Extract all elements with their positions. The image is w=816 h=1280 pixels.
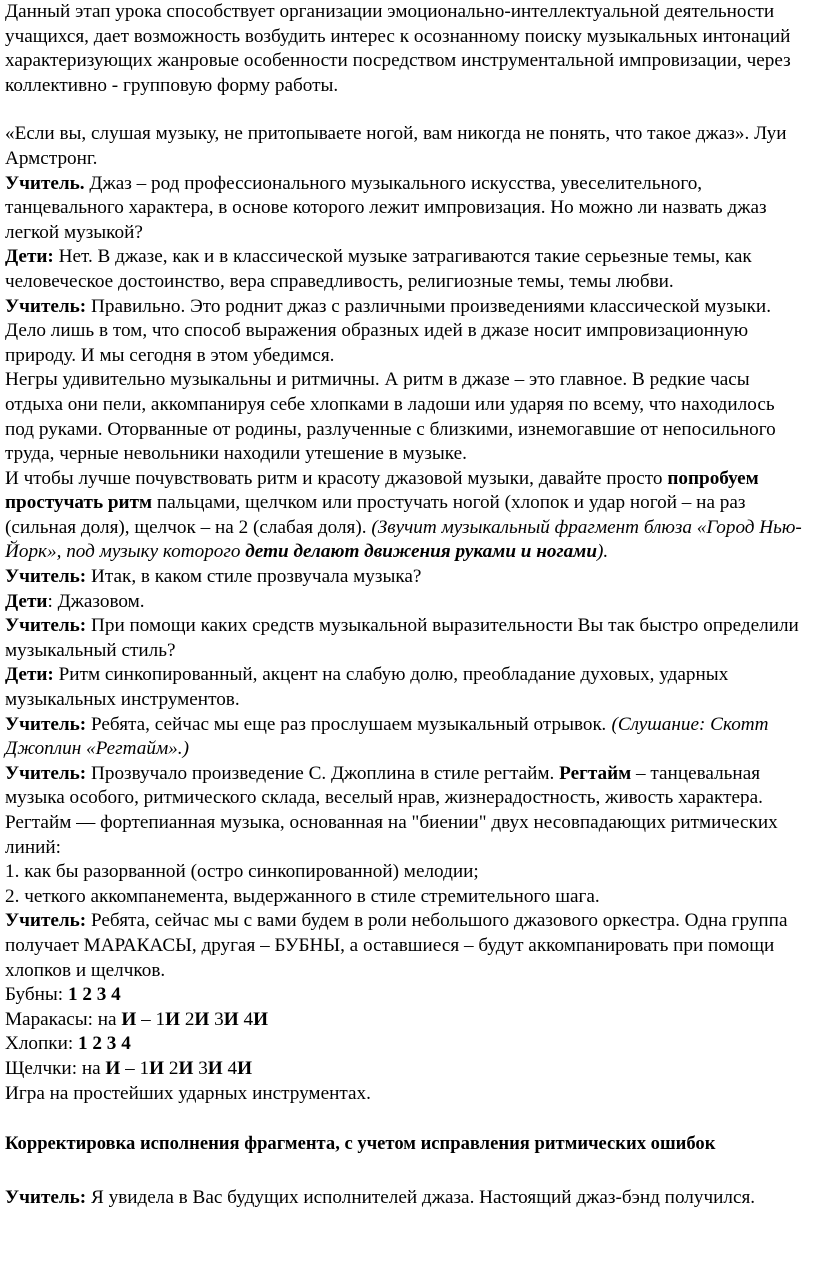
dialogue-text: И чтобы лучше почувствовать ритм и красоту джазовой музыки, давайте просто — [5, 467, 668, 489]
stage-direction-bold: дети делают движения руками и ногами — [245, 541, 597, 563]
dialogue-text: Ребята, сейчас мы с вами будем в роли небольшого джазового оркестра. Одна группа получает МАРАКАСЫ, другая – БУБНЫ, а оставшиеся – будут аккомпанировать при помощи хлопков и щелчков. — [5, 910, 788, 981]
speaker-label: Учитель: — [5, 762, 87, 784]
rhythm-exercise-paragraph — [5, 467, 806, 565]
dialogue-text: Ритм синкопированный, акцент на слабую долю, преобладание духовых, ударных музыкальных инструментов. — [5, 664, 729, 711]
dialogue-text: пальцами, щелчком или простучать ногой (хлопок и удар ногой – на раз (сильная доля), щелчок – на 2 (слабая доля). — [5, 492, 746, 538]
beat-number: 4 — [222, 1057, 238, 1079]
dialogue-text: При помощи каких средств музыкальной выразительности Вы так быстро определили музыкальный стиль? — [5, 615, 799, 661]
beat-and: И — [178, 1057, 194, 1079]
dialogue-text: Ребята, сейчас мы еще раз прослушаем музыкальный отрывок — [86, 713, 602, 735]
speaker-label: Дети — [5, 590, 48, 612]
play-instruments-line: Игра на простейших ударных инструментах. — [5, 1082, 371, 1104]
speaker-label: Учитель: — [5, 566, 87, 588]
spacer — [5, 1106, 806, 1132]
dialogue-text: Итак, в каком стиле прозвучала музыка? — [86, 566, 422, 588]
dialogue-text: Прозвучало произведение С. Джоплина в стиле регтайм. — [86, 762, 560, 784]
speaker-label: Дети: — [5, 664, 54, 686]
intro-paragraph: Данный этап урока способствует организации эмоционально-интеллектуальной деятельности учащихся, дает возможность возбудить интерес к осознанному поиску музыкальных интонаций характеризующих жанровые особенности посредством инструментальной импровизации, через коллективно - групповую форму работы. — [5, 1, 791, 96]
dialogue-teacher-7 — [5, 909, 806, 983]
beat-number: 4 — [238, 1008, 254, 1030]
armstrong-quote: «Если вы, слушая музыку, не притопываете ногой, вам никогда не понять, что такое джаз». Луи Армстронг. — [5, 123, 787, 169]
dialogue-teacher-2 — [5, 295, 806, 369]
beat-and: И — [253, 1008, 268, 1030]
dialogue-children-3 — [5, 663, 806, 712]
dialogue-teacher-5 — [5, 713, 806, 762]
beat-and: И — [165, 1008, 181, 1030]
stage-direction: . (Слушание: Скотт Джоплин «Регтайм».) — [5, 713, 769, 760]
speaker-label: Учитель: — [5, 295, 87, 317]
closing-paragraph — [5, 1183, 806, 1213]
ragtime-point-2: 2. четкого аккомпанемента, выдержанного в стиле стремительного шага. — [5, 885, 600, 907]
bold-phrase: попробуем простучать ритм — [5, 467, 759, 514]
instrument-label: Хлопки: — [5, 1033, 79, 1055]
beat-number: 2 — [164, 1057, 179, 1079]
dialogue-children-1 — [5, 245, 806, 294]
dialogue-text: Я увидела в Вас будущих исполнителей джаза. Настоящий джаз-бэнд получился. — [86, 1186, 756, 1208]
instrument-label: Маракасы: на — [5, 1008, 122, 1030]
stage-direction: ). — [597, 541, 609, 563]
beat-number: – 1 — [120, 1057, 150, 1079]
beat-and: И — [149, 1057, 165, 1079]
dialogue-teacher-4 — [5, 614, 806, 663]
rhythm-line-claps — [5, 1032, 806, 1057]
ragtime-point-1: 1. как бы разорванной (остро синкопированной) мелодии; — [5, 861, 479, 883]
dialogue-text: : Джазовом. — [47, 590, 145, 612]
dialogue-children-2 — [5, 590, 806, 615]
rhythm-line-maracas — [5, 1008, 806, 1033]
beat-pattern: 1 2 3 4 — [78, 1033, 131, 1055]
speaker-label: Учитель: — [5, 713, 87, 735]
stage-direction: (Звучит музыкальный фрагмент блюза «Город Нью-Йорк», под музыку которого — [5, 516, 802, 563]
instrument-label: Бубны: — [5, 984, 68, 1006]
ragtime-definition: Регтайм — фортепианная музыка, основанная на "биении" двух несовпадающих ритмических линий: — [5, 812, 778, 858]
spacer — [5, 1157, 806, 1183]
spacer — [5, 98, 806, 122]
dialogue-teacher-3 — [5, 565, 806, 590]
speaker-label: Учитель: — [5, 910, 87, 932]
beat-and: И — [237, 1057, 253, 1079]
dialogue-teacher-6 — [5, 762, 806, 811]
speaker-label: Учитель: — [5, 615, 87, 637]
speaker-label: Дети: — [5, 246, 54, 268]
history-paragraph: Негры удивительно музыкальны и ритмичны. А ритм в джазе – это главное. В редкие часы отдыха они пели, аккомпанируя себе хлопками в ладоши или ударяя по всему, что находилось под руками. Оторванные от родины, разлученные с близкими, изнемогавшие от непосильного труда, черные невольники находили утешение в музыке. — [5, 369, 776, 465]
dialogue-text: Нет. В джазе, как и в классической музыке затрагиваются такие серьезные темы, как человеческое достоинство, вера справедливость, религиозные темы, темы любви. — [5, 246, 752, 292]
dialogue-text: – танцевальная музыка особого, ритмического склада, веселый нрав, жизнерадостность, живость характера. — [5, 762, 763, 809]
dialogue-text: Правильно. Это роднит джаз с различными произведениями классической музыки. Дело лишь в том, что способ выражения образных идей в джазе носит импровизационную природу. И мы сегодня в этом убедимся. — [5, 295, 771, 366]
rhythm-line-drums — [5, 983, 806, 1008]
dialogue-text: Джаз – род профессионального музыкального искусства, увеселительного, танцевального характера, в основе которого лежит импровизация. Но можно ли назвать джаз легкой музыкой? — [5, 172, 767, 243]
beat-and: И — [194, 1008, 210, 1030]
dialogue-teacher-1 — [5, 172, 806, 246]
beat-and: И — [207, 1057, 223, 1079]
beat-number: 2 — [180, 1008, 195, 1030]
instrument-label: Щелчки: на — [5, 1057, 106, 1079]
beat-and: И — [121, 1008, 137, 1030]
beat-pattern: 1 2 3 4 — [67, 984, 121, 1006]
bold-term: Регтайм — [559, 762, 632, 784]
speaker-label: Учитель: — [5, 1186, 87, 1208]
rhythm-line-snaps — [5, 1057, 806, 1082]
beat-number: 3 — [209, 1008, 224, 1030]
beat-number: 3 — [193, 1057, 208, 1079]
speaker-label: Учитель. — [5, 172, 85, 194]
beat-number: – 1 — [136, 1008, 166, 1030]
beat-and: И — [223, 1008, 239, 1030]
section-heading: Корректировка исполнения фрагмента, с учетом исправления ритмических ошибок — [5, 1133, 716, 1155]
beat-and: И — [105, 1057, 121, 1079]
